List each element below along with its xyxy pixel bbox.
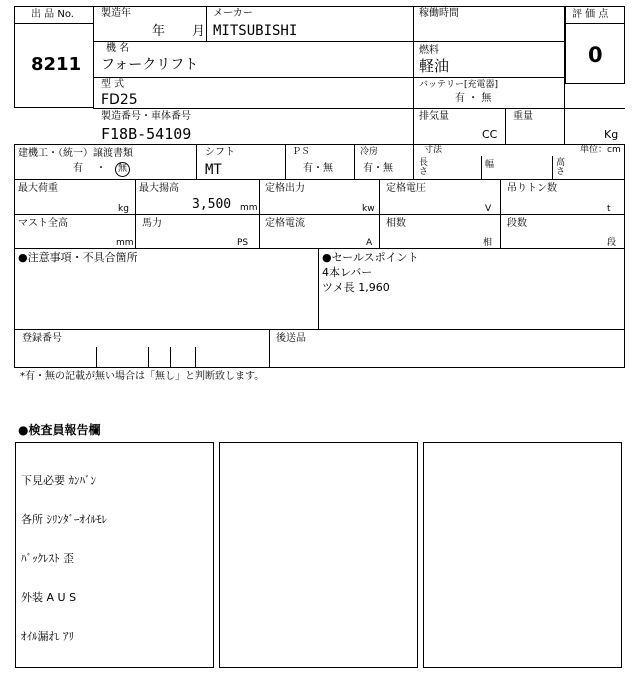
shipping-label: 後送品 [276, 333, 306, 344]
max-lift-value: 3,500 [192, 197, 232, 212]
r1-div-a [196, 144, 197, 180]
reg-digit-sep-4 [195, 347, 196, 368]
right-column-divider [413, 6, 414, 144]
selling-label: ●セールスポイント [322, 251, 419, 264]
weight-unit: Kg [604, 128, 619, 141]
rating-label: 評 価 点 [572, 9, 609, 20]
docs-label: 建機工・（統一）譲渡書類 [18, 148, 133, 159]
width-label: 幅 [485, 160, 495, 170]
ac-options: 有・無 [363, 163, 393, 174]
inspector-line: ﾊﾞｯｸﾚｽﾄ 歪 [21, 552, 74, 565]
inspector-line: 下見必要 ｶﾝﾊﾞﾝ [21, 474, 96, 487]
hoist-unit: t [607, 204, 611, 214]
model-name-value: フォークリフト [101, 57, 199, 73]
phase-label: 相数 [386, 218, 406, 229]
ac-label: 冷房 [360, 147, 379, 157]
hp-unit: PS [237, 238, 249, 248]
weight-label: 重量 [513, 111, 533, 122]
serial-value: F18B-54109 [101, 125, 192, 143]
shipping-divider [269, 329, 270, 368]
inspector-title: ●検査員報告欄 [18, 423, 101, 437]
serial-label: 製造番号・車体番号 [101, 111, 191, 122]
rating-value: 0 [588, 43, 603, 67]
max-load-label: 最大荷重 [18, 183, 58, 194]
footnote: *有・無の記載が無い場合は「無し」と判断致します。 [20, 371, 265, 382]
height-label: 高さ [556, 158, 566, 177]
inspector-box-2 [219, 442, 418, 668]
maker-value: MITSUBISHI [213, 23, 298, 39]
rating-row-line [565, 83, 625, 84]
lot-no-label: 出 品 No. [31, 9, 74, 20]
rated-output-label: 定格出力 [265, 183, 305, 194]
spec-grid [14, 144, 625, 249]
fuel-label: 燃料 [419, 45, 439, 56]
selling-line-1: 4本レバー [322, 266, 373, 279]
rated-voltage-unit: V [485, 204, 492, 214]
rated-current-label: 定格電流 [265, 218, 305, 229]
spec-row-sep-2 [14, 214, 625, 215]
maker-divider [206, 6, 207, 42]
hp-label: 馬力 [142, 218, 162, 229]
inspector-line: 各所 ｼﾘﾝﾀﾞｰｵｲﾙﾓﾚ [21, 513, 107, 526]
row-sep-3 [93, 108, 625, 109]
inspector-line: ｵｲﾙ漏れ ｱﾘ [21, 630, 74, 643]
maker-label: メーカー [213, 8, 253, 19]
docs-dot: ・ [96, 163, 106, 174]
type-label: 型 式 [101, 79, 125, 90]
row-sep-1 [93, 41, 565, 42]
max-load-unit: kg [118, 204, 129, 214]
dims-label: 寸法 [424, 145, 443, 155]
selling-line-2: ツメ長 1,960 [322, 281, 390, 294]
month-unit: 月 [192, 24, 206, 39]
r1-div-c [354, 144, 355, 180]
steps-unit: 段 [607, 238, 617, 248]
r1-div-d [413, 144, 414, 180]
shift-value: MT [205, 162, 222, 178]
hours-label: 稼働時間 [419, 8, 459, 19]
r1-div-e [481, 156, 482, 180]
shift-label: シフト [205, 147, 235, 158]
phase-unit: 相 [483, 238, 493, 248]
spec-row-sep-1 [14, 179, 625, 180]
defects-label: ●注意事項・不具合箇所 [18, 251, 138, 264]
fuel-value: 軽油 [419, 57, 450, 75]
type-value: FD25 [101, 92, 138, 108]
reg-label: 登録番号 [22, 333, 62, 344]
inspector-box-3 [423, 442, 622, 668]
reg-digit-sep-2 [148, 347, 149, 368]
rated-voltage-label: 定格電圧 [386, 183, 426, 194]
mast-unit: mm [116, 238, 134, 248]
steps-label: 段数 [507, 218, 527, 229]
docs-no-circled: 無 [115, 162, 130, 177]
year-label: 製造年 [101, 8, 131, 19]
r1-div-b [285, 144, 286, 180]
length-label: 長さ [419, 158, 429, 177]
r1-div-f [552, 156, 553, 180]
row-sep-2 [93, 77, 565, 78]
dims-unit: 単位：cm [580, 145, 621, 155]
mast-label: マスト全高 [18, 218, 68, 229]
reg-digit-sep-1 [96, 347, 97, 368]
battery-options: 有 ・ 無 [455, 93, 492, 104]
rated-current-unit: A [366, 238, 373, 248]
battery-label: バッテリー[充電器] [419, 80, 499, 90]
notes-divider [318, 248, 319, 330]
model-name-label: 機 名 [106, 43, 130, 54]
displacement-unit: CC [482, 128, 498, 141]
hoist-label: 吊りトン数 [507, 183, 557, 194]
max-lift-unit: mm [240, 203, 258, 213]
reg-digit-sep-3 [170, 347, 171, 368]
ps-options: 有・無 [303, 163, 333, 174]
year-unit: 年 [152, 24, 166, 39]
lot-no-value: 8211 [31, 54, 82, 75]
ps-label: ＰＳ [292, 147, 311, 157]
displacement-label: 排気量 [419, 111, 449, 122]
inspector-notes [21, 448, 107, 656]
docs-yes: 有 [73, 163, 83, 174]
rated-output-unit: kw [362, 204, 375, 214]
max-lift-label: 最大揚高 [139, 183, 179, 194]
registration-frame [14, 329, 625, 368]
inspector-line: 外装 A U S [21, 591, 77, 604]
weight-divider [505, 108, 506, 144]
